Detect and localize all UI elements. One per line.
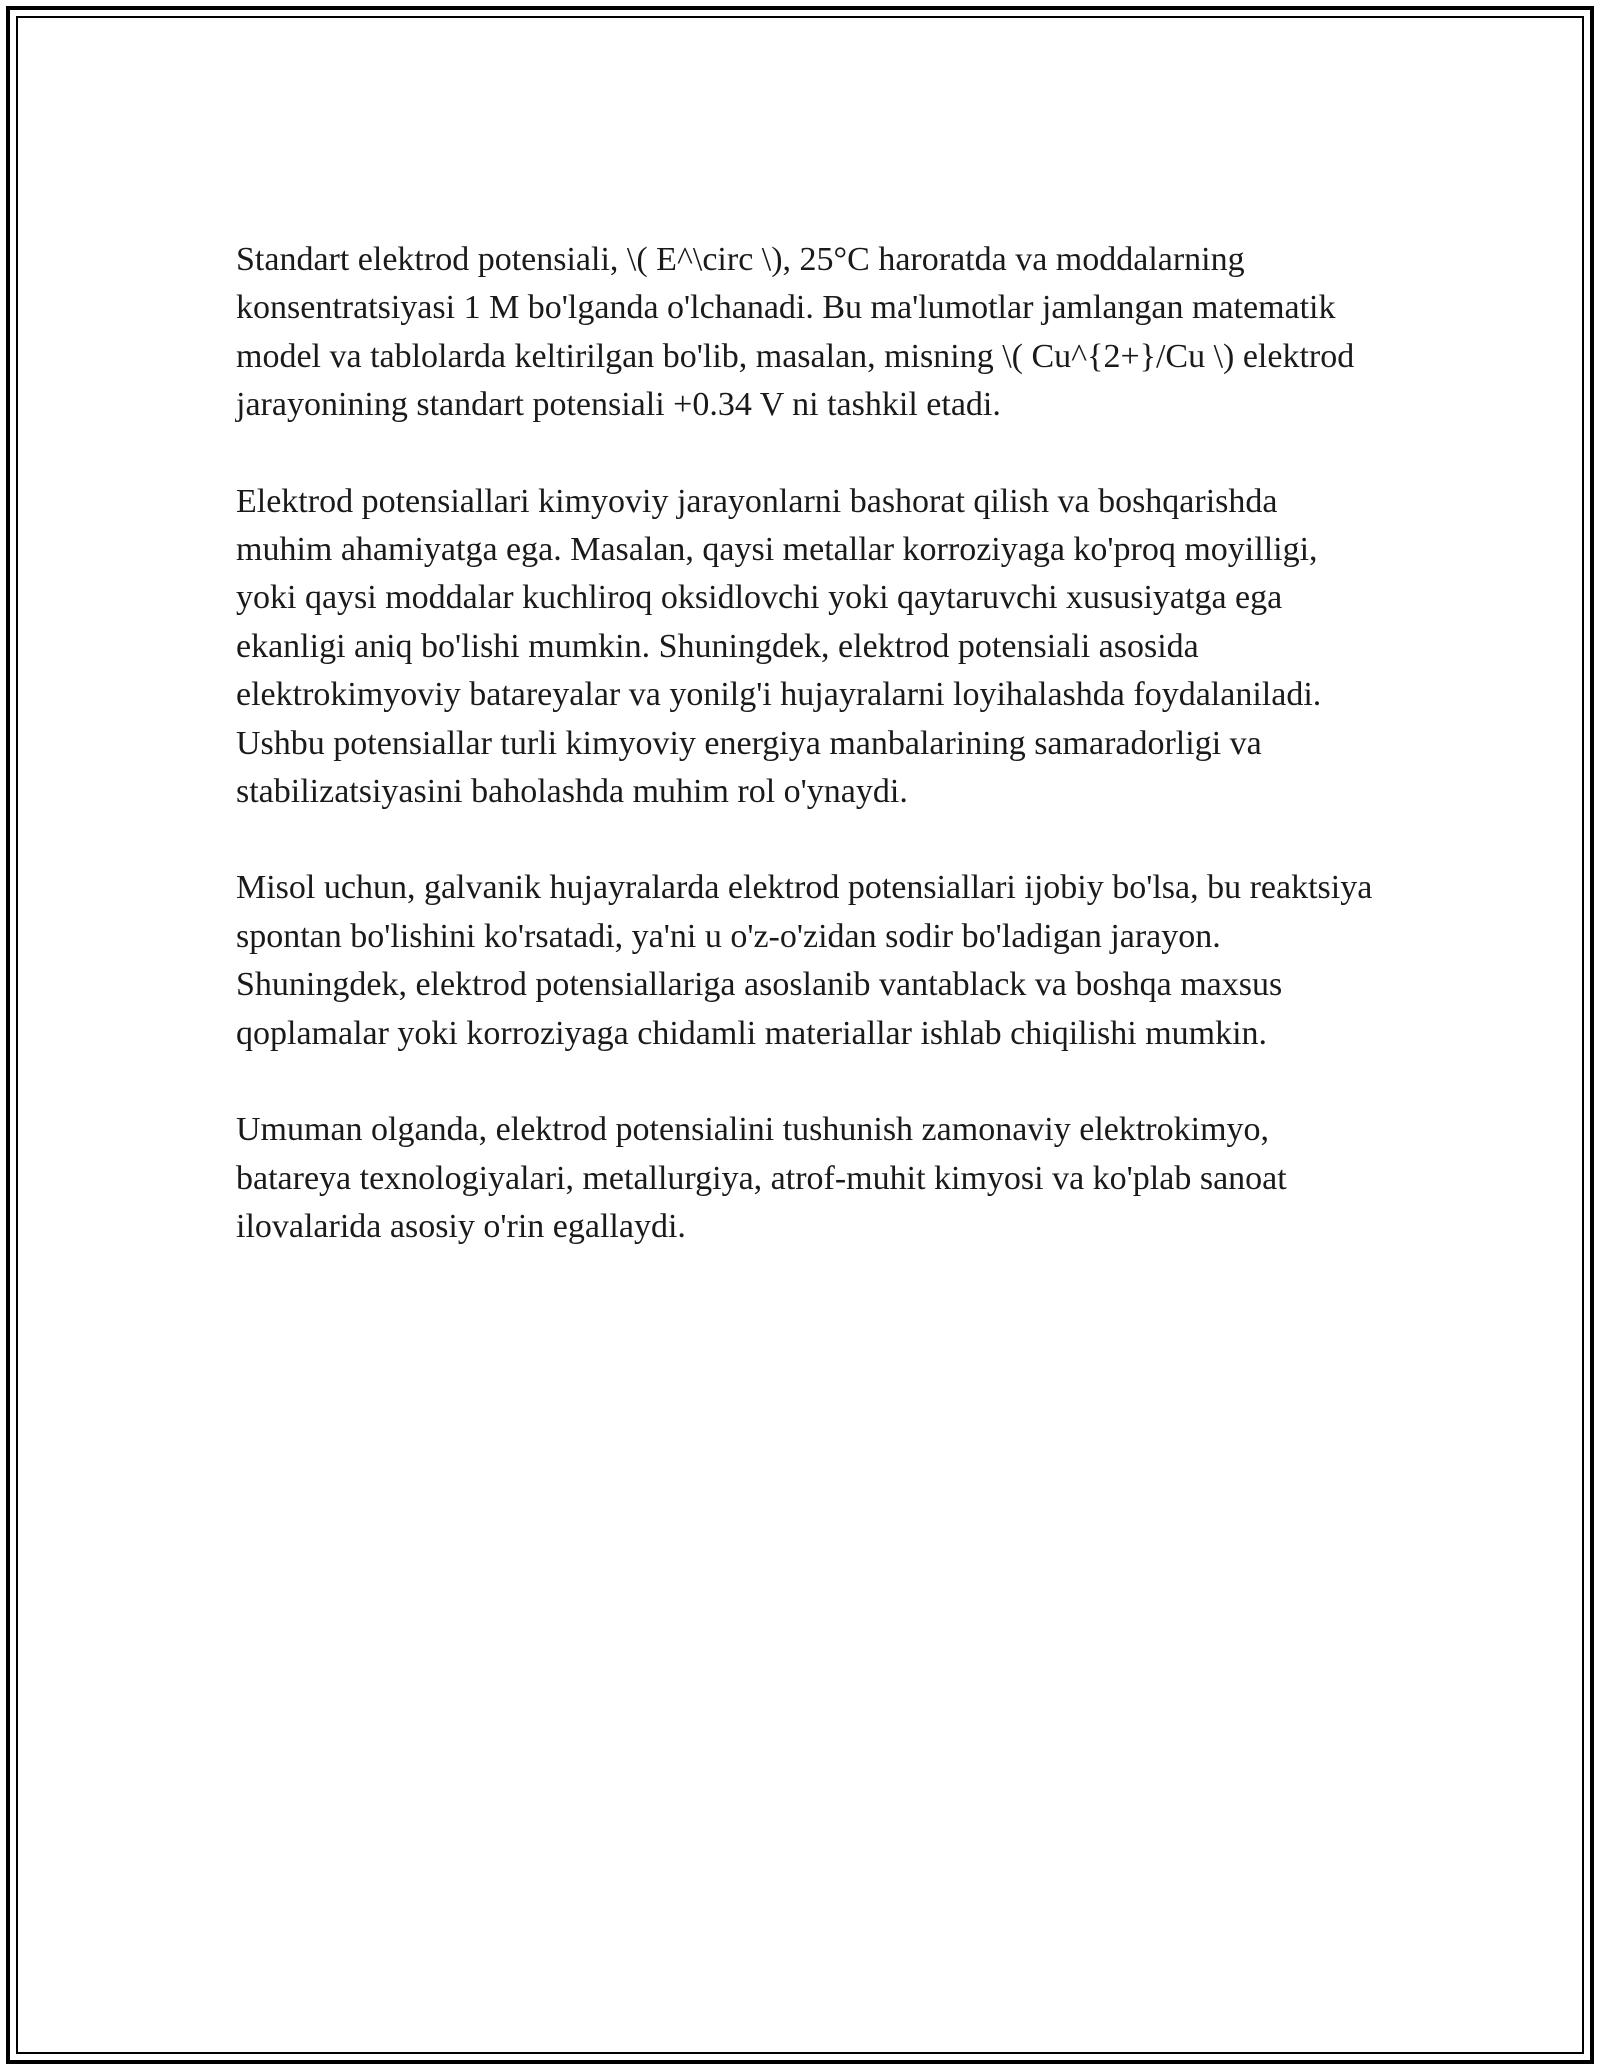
paragraph-example: Misol uchun, galvanik hujayralarda elektrod potensiallari ijobiy bo'lsa, bu reaktsiya spontan bo'lishini ko'rsatadi, ya'ni u o'z-o'zidan sodir bo'ladigan jarayon. Shuningdek, elektrod potensiallariga asoslanib vantablack va boshqa maxsus qoplamalar yoki korroziyaga chidamli materiallar ishlab chiqilishi mumkin. <box>236 869 1373 1052</box>
document-body <box>236 236 1376 1299</box>
paragraph-conclusion: Umuman olganda, elektrod potensialini tushunish zamonaviy elektrokimyo, batareya texnologiyalari, metallurgiya, atrof-muhit kimyosi va ko'plab sanoat ilovalarida asosiy o'rin egallaydi. <box>236 1111 1287 1245</box>
paragraph-importance: Elektrod potensiallari kimyoviy jarayonlarni bashorat qilish va boshqarishda muhim ahamiyatga ega. Masalan, qaysi metallar korroziyaga ko'proq moyilligi, yoki qaysi moddalar kuchliroq oksidlovchi yoki qaytaruvchi xususiyatga ega ekanligi aniq bo'lishi mumkin. Shuningdek, elektrod potensiali asosida elektrokimyoviy batareyalar va yonilg'i hujayralarni loyihalashda foydalaniladi. Ushbu potensiallar turli kimyoviy energiya manbalarining samaradorligi va stabilizatsiyasini baholashda muhim rol o'ynaydi. <box>236 482 1322 811</box>
paragraph-standard-potential: Standart elektrod potensiali, \( E^\circ \), 25°C haroratda va moddalarning konsentratsiyasi 1 M bo'lganda o'lchanadi. Bu ma'lumotlar jamlangan matematik model va tablolarda keltirilgan bo'lib, masalan, misning \( Cu^{2+}/Cu \) elektrod jarayonining standart potensiali +0.34 V ni tashkil etadi. <box>236 241 1355 424</box>
